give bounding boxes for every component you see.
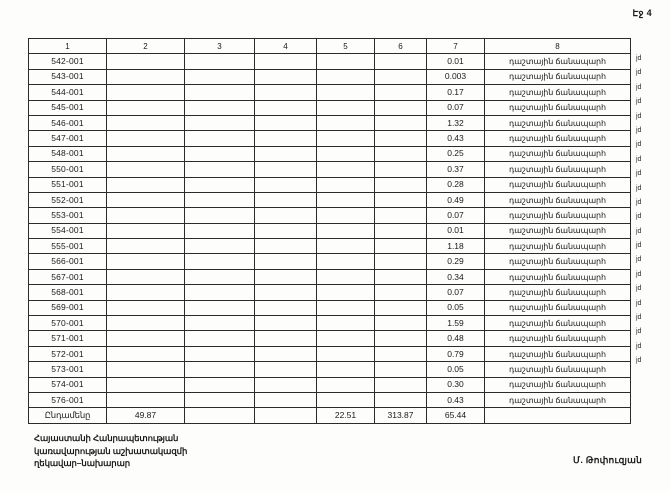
cell-col2	[107, 177, 185, 192]
cell-col2	[107, 208, 185, 223]
cell-description: դաշտային ճանապարհ	[485, 362, 631, 377]
cell-col6	[375, 69, 427, 84]
cell-description: դաշտային ճանապարհ	[485, 54, 631, 69]
cell-col3	[185, 377, 255, 392]
cell-col7: 1.18	[427, 239, 485, 254]
cell-col5	[317, 115, 375, 130]
cell-code: 545-001	[29, 100, 107, 115]
cell-col5	[317, 300, 375, 315]
cell-code: 546-001	[29, 115, 107, 130]
cell-description: դաշտային ճանապարհ	[485, 331, 631, 346]
table-row	[29, 100, 631, 115]
margin-mark: jd	[636, 357, 642, 365]
cell-col3	[185, 131, 255, 146]
margin-mark: jd	[636, 198, 642, 206]
cell-col5	[317, 208, 375, 223]
cell-col7: 0.07	[427, 100, 485, 115]
cell-col4	[255, 285, 317, 300]
cell-code: 551-001	[29, 177, 107, 192]
cell-col4	[255, 392, 317, 407]
cell-code: 570-001	[29, 316, 107, 331]
column-header: 2	[107, 39, 185, 54]
table-row	[29, 269, 631, 284]
total-col6: 313.87	[375, 408, 427, 423]
cell-code: 554-001	[29, 223, 107, 238]
cell-col7: 0.79	[427, 346, 485, 361]
cell-col5	[317, 331, 375, 346]
cell-code: 548-001	[29, 146, 107, 161]
margin-mark: jd	[636, 112, 642, 120]
table-row	[29, 162, 631, 177]
cell-col6	[375, 223, 427, 238]
cell-description: դաշտային ճանապարհ	[485, 346, 631, 361]
cell-col5	[317, 85, 375, 100]
cell-col7: 0.25	[427, 146, 485, 161]
cell-col3	[185, 223, 255, 238]
margin-mark: jd	[636, 213, 642, 221]
cell-col3	[185, 254, 255, 269]
cell-description: դաշտային ճանապարհ	[485, 146, 631, 161]
cell-col3	[185, 346, 255, 361]
cell-code: 572-001	[29, 346, 107, 361]
column-header: 6	[375, 39, 427, 54]
cell-col7: 0.17	[427, 85, 485, 100]
margin-mark: jd	[636, 314, 642, 322]
margin-mark: jd	[636, 55, 642, 62]
footer-block	[34, 432, 187, 470]
table-row	[29, 239, 631, 254]
cell-col5	[317, 362, 375, 377]
cell-col6	[375, 85, 427, 100]
cell-code: 573-001	[29, 362, 107, 377]
margin-mark: jd	[636, 342, 642, 350]
table-header-row	[29, 39, 631, 54]
cell-col3	[185, 269, 255, 284]
cell-col2	[107, 115, 185, 130]
cell-col6	[375, 239, 427, 254]
cell-col6	[375, 362, 427, 377]
cell-col2	[107, 192, 185, 207]
cell-col2	[107, 269, 185, 284]
cell-description: դաշտային ճանապարհ	[485, 269, 631, 284]
cell-col7: 0.30	[427, 377, 485, 392]
margin-mark: jd	[636, 126, 642, 134]
table-row	[29, 223, 631, 238]
cell-col5	[317, 69, 375, 84]
cell-col2	[107, 54, 185, 69]
cell-code: 553-001	[29, 208, 107, 223]
cell-col7: 1.32	[427, 115, 485, 130]
cell-col4	[255, 239, 317, 254]
cell-col3	[185, 331, 255, 346]
cell-col6	[375, 377, 427, 392]
cell-col5	[317, 177, 375, 192]
margin-mark: jd	[636, 227, 642, 235]
cell-col5	[317, 269, 375, 284]
cell-col5	[317, 285, 375, 300]
margin-marks-column	[636, 52, 658, 369]
table-row	[29, 115, 631, 130]
total-col7: 65.44	[427, 408, 485, 423]
table-row	[29, 177, 631, 192]
cell-col2	[107, 285, 185, 300]
margin-mark: jd	[636, 83, 642, 91]
cell-col3	[185, 192, 255, 207]
table-row	[29, 362, 631, 377]
cell-col3	[185, 162, 255, 177]
total-col5: 22.51	[317, 408, 375, 423]
margin-mark: jd	[636, 98, 642, 106]
table-total-row	[29, 408, 631, 423]
cell-code: 574-001	[29, 377, 107, 392]
cell-code: 555-001	[29, 239, 107, 254]
cell-description: դաշտային ճանապարհ	[485, 377, 631, 392]
table-row	[29, 346, 631, 361]
cell-col7: 0.49	[427, 192, 485, 207]
cell-code: 543-001	[29, 69, 107, 84]
table-row	[29, 208, 631, 223]
signature-name: Մ. Թոփուզյան	[573, 455, 642, 465]
cell-col4	[255, 100, 317, 115]
cell-col6	[375, 131, 427, 146]
cell-code: 547-001	[29, 131, 107, 146]
cell-col5	[317, 346, 375, 361]
cell-description: դաշտային ճանապարհ	[485, 300, 631, 315]
margin-mark: jd	[636, 141, 642, 149]
cell-col7: 0.01	[427, 223, 485, 238]
cell-description: դաշտային ճանապարհ	[485, 162, 631, 177]
cell-description: դաշտային ճանապարհ	[485, 85, 631, 100]
cell-description: դաշտային ճանապարհ	[485, 208, 631, 223]
cell-col2	[107, 146, 185, 161]
cell-col2	[107, 239, 185, 254]
cell-col6	[375, 54, 427, 69]
cell-col3	[185, 392, 255, 407]
cell-col2	[107, 131, 185, 146]
table-row	[29, 192, 631, 207]
cell-col2	[107, 300, 185, 315]
cell-col5	[317, 316, 375, 331]
footer-line-2: կառավարության աշխատակազմի	[34, 445, 188, 456]
cell-col7: 0.07	[427, 285, 485, 300]
margin-mark: jd	[636, 69, 642, 77]
cell-code: 569-001	[29, 300, 107, 315]
cell-col5	[317, 223, 375, 238]
cell-description: դաշտային ճանապարհ	[485, 100, 631, 115]
cell-description: դաշտային ճանապարհ	[485, 69, 631, 84]
cell-col6	[375, 177, 427, 192]
cell-code: 571-001	[29, 331, 107, 346]
table-row	[29, 254, 631, 269]
cell-description: դաշտային ճանապարհ	[485, 316, 631, 331]
cell-col3	[185, 300, 255, 315]
cell-col7: 0.003	[427, 69, 485, 84]
cell-col7: 0.01	[427, 54, 485, 69]
cell-col4	[255, 269, 317, 284]
column-header: 7	[427, 39, 485, 54]
margin-mark: jd	[636, 242, 642, 250]
cell-col4	[255, 131, 317, 146]
cell-col4	[255, 331, 317, 346]
cell-description: դաշտային ճանապարհ	[485, 254, 631, 269]
cell-col7: 0.48	[427, 331, 485, 346]
cell-col4	[255, 192, 317, 207]
cell-code: 566-001	[29, 254, 107, 269]
total-col4	[255, 408, 317, 423]
cell-col4	[255, 115, 317, 130]
cell-col4	[255, 69, 317, 84]
table-row	[29, 377, 631, 392]
cell-col3	[185, 115, 255, 130]
table-row	[29, 392, 631, 407]
table-row	[29, 146, 631, 161]
total-label: Ընդամենը	[29, 408, 107, 423]
cell-col7: 0.37	[427, 162, 485, 177]
cell-col3	[185, 146, 255, 161]
cell-description: դաշտային ճանապարհ	[485, 131, 631, 146]
cell-col6	[375, 162, 427, 177]
table-row	[29, 285, 631, 300]
cell-col6	[375, 300, 427, 315]
cell-col4	[255, 316, 317, 331]
cell-col6	[375, 100, 427, 115]
cell-col7: 0.07	[427, 208, 485, 223]
cell-col6	[375, 269, 427, 284]
cell-col5	[317, 54, 375, 69]
cell-col5	[317, 254, 375, 269]
cell-col6	[375, 146, 427, 161]
total-col3	[185, 408, 255, 423]
cell-description: դաշտային ճանապարհ	[485, 392, 631, 407]
cell-col3	[185, 100, 255, 115]
cell-col5	[317, 162, 375, 177]
page-number: Էջ 4	[632, 8, 652, 18]
cell-col5	[317, 146, 375, 161]
cell-col6	[375, 285, 427, 300]
cell-col5	[317, 377, 375, 392]
cell-col6	[375, 346, 427, 361]
table-row	[29, 131, 631, 146]
cell-col3	[185, 85, 255, 100]
cell-col4	[255, 223, 317, 238]
table-row	[29, 85, 631, 100]
footer-line-1: Հայաստանի Հանրապետության	[34, 433, 179, 443]
cell-col2	[107, 162, 185, 177]
margin-mark: jd	[636, 155, 642, 163]
cell-col3	[185, 208, 255, 223]
cell-description: դաշտային ճանապարհ	[485, 115, 631, 130]
cell-description: դաշտային ճանապարհ	[485, 285, 631, 300]
cell-col2	[107, 223, 185, 238]
data-table-container	[28, 38, 630, 424]
footer-line-3: ղեկավար–նախարար	[34, 458, 131, 468]
margin-mark: jd	[636, 170, 642, 178]
cell-col7: 0.29	[427, 254, 485, 269]
cell-col6	[375, 254, 427, 269]
cell-col2	[107, 362, 185, 377]
cell-col5	[317, 392, 375, 407]
cell-col2	[107, 392, 185, 407]
cell-col3	[185, 316, 255, 331]
cell-description: դաշտային ճանապարհ	[485, 192, 631, 207]
cell-code: 576-001	[29, 392, 107, 407]
cell-col7: 0.43	[427, 392, 485, 407]
cell-col6	[375, 316, 427, 331]
cell-col5	[317, 131, 375, 146]
cell-col4	[255, 254, 317, 269]
cell-col4	[255, 177, 317, 192]
margin-mark: jd	[636, 285, 642, 293]
cell-col7: 1.59	[427, 316, 485, 331]
column-header: 5	[317, 39, 375, 54]
table-row	[29, 316, 631, 331]
table-row	[29, 54, 631, 69]
cell-col4	[255, 54, 317, 69]
cell-col2	[107, 85, 185, 100]
cell-col4	[255, 346, 317, 361]
cell-col7: 0.43	[427, 131, 485, 146]
margin-mark: jd	[636, 270, 642, 278]
cell-col3	[185, 239, 255, 254]
cell-col4	[255, 208, 317, 223]
cell-col3	[185, 362, 255, 377]
land-registry-table	[28, 38, 631, 424]
cell-description: դաշտային ճանապարհ	[485, 177, 631, 192]
cell-col5	[317, 192, 375, 207]
cell-col3	[185, 69, 255, 84]
column-header: 3	[185, 39, 255, 54]
cell-code: 552-001	[29, 192, 107, 207]
cell-col2	[107, 100, 185, 115]
cell-col6	[375, 208, 427, 223]
cell-col7: 0.28	[427, 177, 485, 192]
cell-code: 550-001	[29, 162, 107, 177]
cell-col6	[375, 115, 427, 130]
cell-col4	[255, 377, 317, 392]
cell-code: 567-001	[29, 269, 107, 284]
cell-col4	[255, 85, 317, 100]
cell-col2	[107, 377, 185, 392]
column-header: 4	[255, 39, 317, 54]
margin-mark: jd	[636, 299, 642, 307]
cell-col5	[317, 100, 375, 115]
cell-code: 544-001	[29, 85, 107, 100]
table-row	[29, 300, 631, 315]
cell-description: դաշտային ճանապարհ	[485, 239, 631, 254]
table-row	[29, 69, 631, 84]
cell-col4	[255, 146, 317, 161]
cell-col7: 0.34	[427, 269, 485, 284]
margin-mark: jd	[636, 328, 642, 336]
cell-col2	[107, 254, 185, 269]
margin-mark: jd	[636, 184, 642, 192]
cell-code: 568-001	[29, 285, 107, 300]
cell-col2	[107, 69, 185, 84]
cell-col4	[255, 162, 317, 177]
cell-col4	[255, 362, 317, 377]
column-header: 1	[29, 39, 107, 54]
cell-code: 542-001	[29, 54, 107, 69]
column-header: 8	[485, 39, 631, 54]
cell-col7: 0.05	[427, 300, 485, 315]
cell-col3	[185, 177, 255, 192]
cell-col6	[375, 192, 427, 207]
cell-col3	[185, 54, 255, 69]
table-row	[29, 331, 631, 346]
cell-col6	[375, 331, 427, 346]
margin-mark: jd	[636, 256, 642, 264]
cell-col2	[107, 346, 185, 361]
cell-col2	[107, 331, 185, 346]
cell-description: դաշտային ճանապարհ	[485, 223, 631, 238]
total-col2: 49.87	[107, 408, 185, 423]
total-col8	[485, 408, 631, 423]
cell-col6	[375, 392, 427, 407]
cell-col7: 0.05	[427, 362, 485, 377]
cell-col3	[185, 285, 255, 300]
cell-col2	[107, 316, 185, 331]
cell-col4	[255, 300, 317, 315]
cell-col5	[317, 239, 375, 254]
